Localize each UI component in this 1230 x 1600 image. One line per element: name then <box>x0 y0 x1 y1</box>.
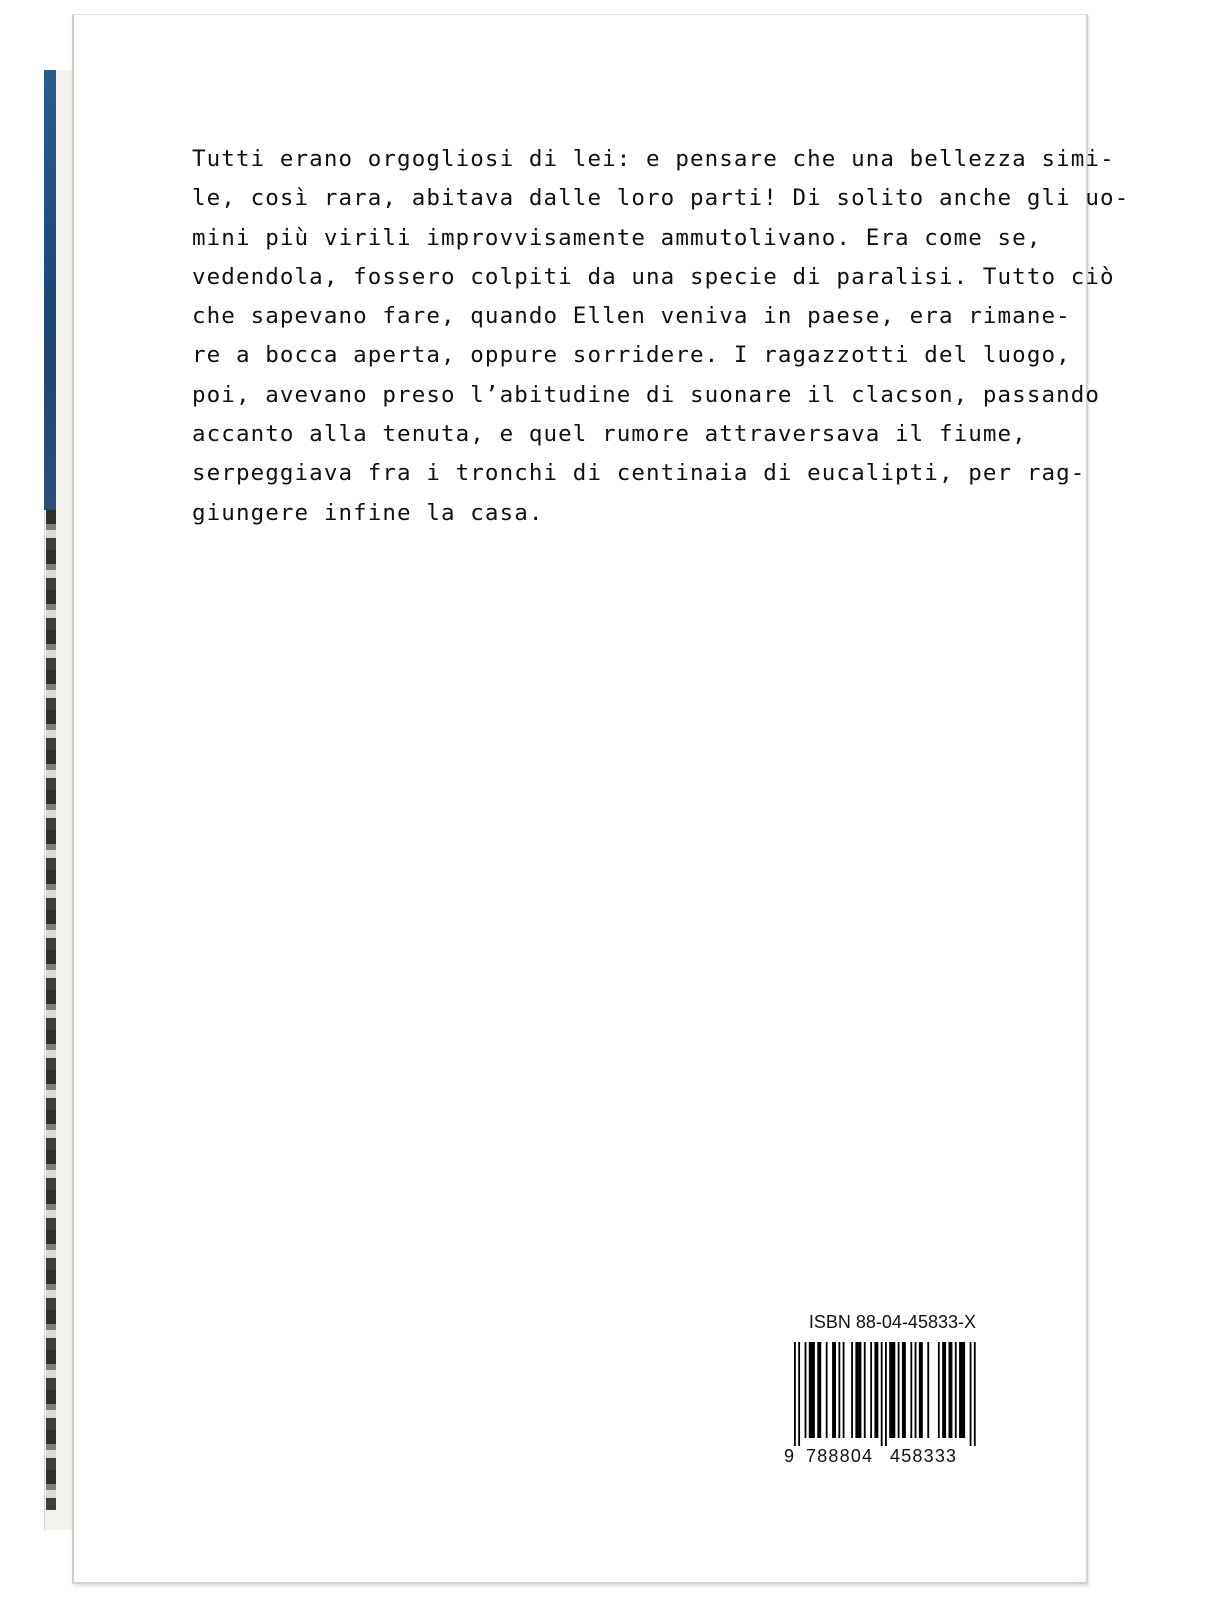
barcode-bar <box>955 1342 957 1438</box>
blurb-text <box>192 140 1130 533</box>
blurb-line: serpeggiava fra i tronchi di centinaia di eucalipti, per rag- <box>192 460 1086 487</box>
barcode-bar <box>805 1342 807 1438</box>
barcode-digit-group-left: 788804 <box>806 1446 874 1466</box>
barcode-lead-digit: 9 <box>784 1446 795 1466</box>
barcode-bar <box>942 1342 946 1438</box>
barcode-bar <box>794 1342 796 1446</box>
blurb-line: Tutti erano orgogliosi di lei: e pensare che una bellezza simi- <box>192 146 1115 172</box>
barcode-bar <box>889 1342 895 1438</box>
barcode-bar <box>838 1342 840 1438</box>
blurb-line: giungere infine la casa. <box>192 499 544 526</box>
blurb-line: le, così rara, abitava dalle loro parti! Di solito anche gli uo- <box>192 185 1130 212</box>
barcode-bar <box>970 1342 972 1446</box>
barcode-digit-group-right: 458333 <box>890 1446 958 1466</box>
barcode-bar <box>870 1342 872 1438</box>
barcode-bar <box>959 1342 965 1438</box>
barcode-bar <box>855 1342 861 1438</box>
barcode-bar <box>927 1342 929 1438</box>
blurb-line: accanto alla tenuta, e quel rumore attraversava il fiume, <box>192 421 1027 448</box>
blurb-line: re a bocca aperta, oppure sorridere. I ragazzotti del luogo, <box>192 342 1071 369</box>
blurb-line: che sapevano fare, quando Ellen veniva in paese, era rimane- <box>192 303 1071 330</box>
barcode-bar <box>843 1342 845 1438</box>
barcode-bar <box>938 1342 940 1438</box>
blurb-line: poi, avevano preso l’abitudine di suonare il clacson, passando <box>192 381 1101 408</box>
barcode-bar <box>832 1342 836 1438</box>
barcode-bar <box>864 1342 866 1438</box>
blurb-line: vedendola, fossero colpiti da una specie di paralisi. Tutto ciò <box>192 263 1115 290</box>
barcode-bar <box>851 1342 853 1438</box>
barcode-bar <box>974 1342 976 1446</box>
barcode-bar <box>948 1342 952 1438</box>
barcode-bar <box>798 1342 800 1446</box>
barcode-bar <box>817 1342 821 1438</box>
barcode-bar <box>902 1342 906 1438</box>
barcode-bar <box>915 1342 917 1438</box>
isbn-label: ISBN 88-04-45833-X <box>808 1312 976 1332</box>
spine-blue-band <box>44 70 56 510</box>
barcode-bar <box>826 1342 828 1438</box>
barcode-bar <box>898 1342 900 1438</box>
isbn-barcode <box>794 1342 976 1446</box>
barcode-bar <box>881 1342 883 1446</box>
blurb-line: mini più virili improvvisamente ammutolivano. Era come se, <box>192 224 1042 251</box>
barcode-bar <box>885 1342 887 1446</box>
barcode-bar <box>874 1342 878 1438</box>
barcode-bar <box>910 1342 912 1438</box>
barcode-bar <box>809 1342 815 1438</box>
barcode-bar <box>919 1342 923 1438</box>
spine-photo-strip <box>46 510 56 1510</box>
